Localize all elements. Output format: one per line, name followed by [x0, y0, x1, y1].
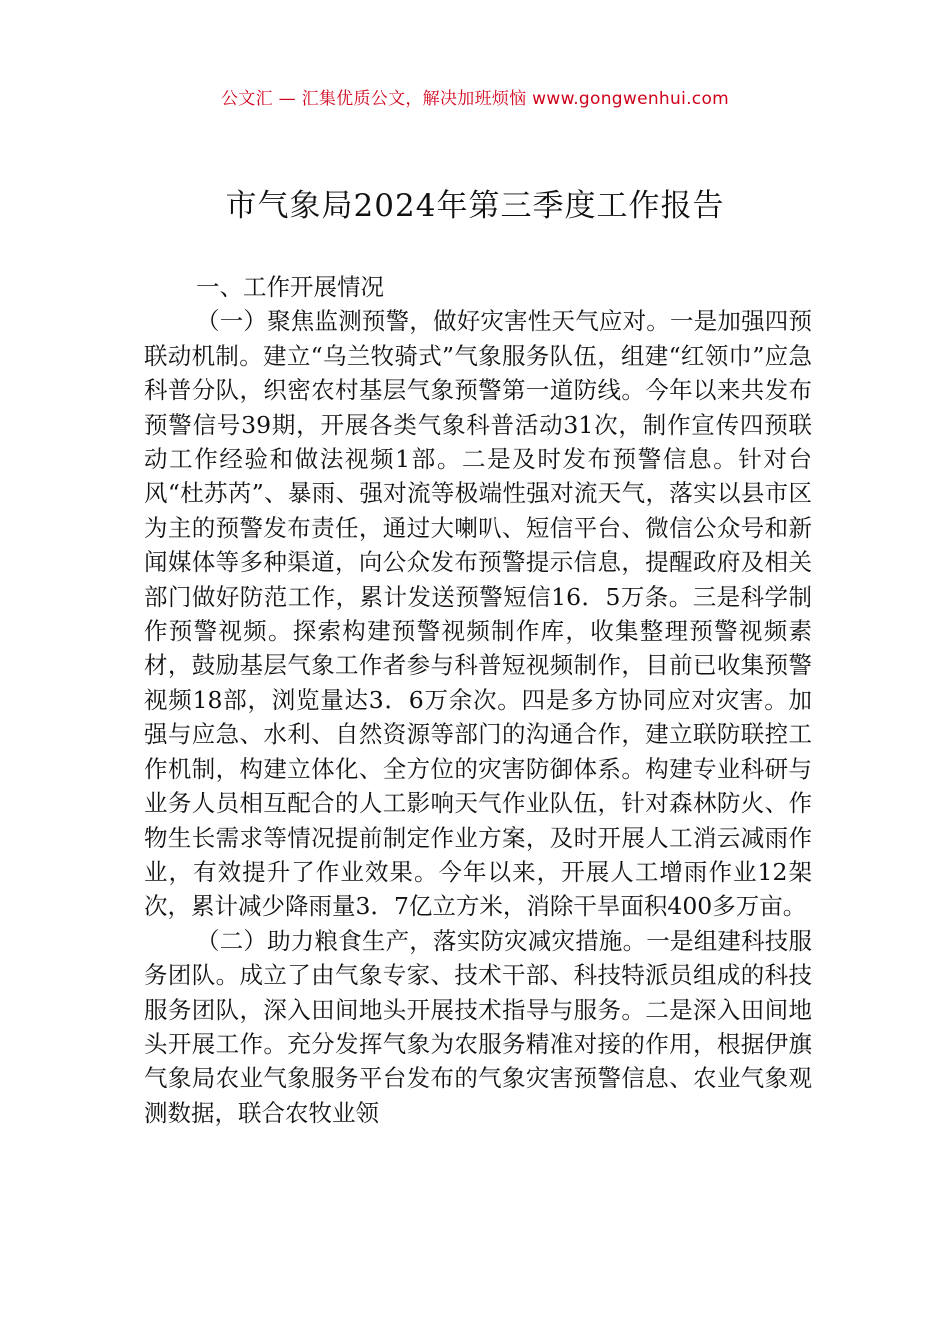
document-title: 市气象局2024年第三季度工作报告	[225, 188, 725, 224]
paragraph-2: （二）助力粮食生产，落实防灾减灾措施。一是组建科技服务团队。成立了由气象专家、技术干部、科技特派员组成的科技服务团队，深入田间地头开展技术指导与服务。二是深入田间地头开展工作。充分发挥气象为农服务精准对接的作用，根据伊旗气象局农业气象服务平台发布的气象灾害预警信息、农业气象观测数据，联合农牧业领	[144, 926, 812, 1127]
section-heading: 一、工作开展情况	[196, 273, 384, 301]
header-banner[interactable]: 公文汇 — 汇集优质公文，解决加班烦恼 www.gongwenhui.com	[220, 89, 730, 109]
document-body	[144, 270, 812, 1130]
paragraph-1: （一）聚焦监测预警，做好灾害性天气应对。一是加强四预联动机制。建立“乌兰牧骑式”气象服务队伍，组建“红领巾”应急科普分队，织密农村基层气象预警第一道防线。今年以来共发布预警信号39期，开展各类气象科普活动31次，制作宣传四预联动工作经验和做法视频1部。二是及时发布预警信息。针对台风“杜苏芮”、暴雨、强对流等极端性强对流天气，落实以县市区为主的预警发布责任，通过大喇叭、短信平台、微信公众号和新闻媒体等多种渠道，向公众发布预警提示信息，提醒政府及相关部门做好防范工作，累计发送预警短信16．5万条。三是科学制作预警视频。探索构建预警视频制作库，收集整理预警视频素材，鼓励基层气象工作者参与科普短视频制作，目前已收集预警视频18部，浏览量达3．6万余次。四是多方协同应对灾害。加强与应急、水利、自然资源等部门的沟通合作，建立联防联控工作机制，构建立体化、全方位的灾害防御体系。构建专业科研与业务人员相互配合的人工影响天气作业队伍，针对森林防火、作物生长需求等情况提前制定作业方案，及时开展人工消云减雨作业，有效提升了作业效果。今年以来，开展人工增雨作业12架次，累计减少降雨量3．7亿立方米，消除干旱面积400多万亩。	[144, 307, 812, 921]
